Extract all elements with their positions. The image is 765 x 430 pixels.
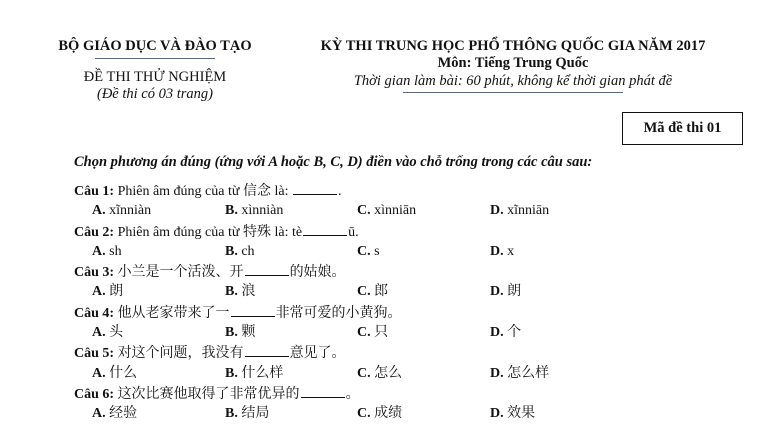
option-text: 怎么 xyxy=(370,365,403,381)
option-letter: B. xyxy=(225,325,238,341)
exam-title: KỲ THI TRUNG HỌC PHỔ THÔNG QUỐC GIA NĂM 2017 xyxy=(320,38,706,54)
option-d[interactable] xyxy=(490,404,535,424)
question-5 xyxy=(74,343,754,363)
ministry-header xyxy=(55,37,255,103)
question-text-after: 非常可爱的小黄狗。 xyxy=(275,305,402,321)
instruction: Chọn phương án đúng (ứng với A hoặc B, C, D) điền vào chỗ trống trong các câu sau: xyxy=(74,154,593,170)
option-text: 怎么样 xyxy=(503,365,550,381)
question-text-after: . xyxy=(337,184,342,199)
question-4-options xyxy=(74,323,754,343)
option-letter: B. xyxy=(225,406,238,422)
question-6-options xyxy=(74,404,754,424)
question-text-after: 意见了。 xyxy=(289,346,346,362)
option-text: ch xyxy=(237,243,255,259)
option-a[interactable] xyxy=(92,364,137,384)
option-d[interactable] xyxy=(490,242,514,262)
option-letter: D. xyxy=(490,203,504,219)
exam-subject: Môn: Tiếng Trung Quốc xyxy=(437,55,589,71)
option-text: 效果 xyxy=(503,406,536,422)
option-text: xìnniān xyxy=(370,203,417,219)
option-text: xìnniàn xyxy=(237,203,284,219)
option-letter: D. xyxy=(490,406,504,422)
question-3-options xyxy=(74,282,754,302)
option-letter: A. xyxy=(92,406,106,422)
option-letter: C. xyxy=(357,325,371,341)
question-label: Câu 4: xyxy=(74,305,115,321)
option-c[interactable] xyxy=(357,242,380,262)
answer-blank xyxy=(245,343,289,357)
option-d[interactable] xyxy=(490,323,521,343)
option-text: 朗 xyxy=(105,284,124,300)
exam-code: Mã đề thi 01 xyxy=(643,120,722,136)
option-letter: A. xyxy=(92,203,106,219)
option-text: 经验 xyxy=(105,406,138,422)
option-letter: C. xyxy=(357,365,371,381)
question-4 xyxy=(74,303,754,323)
option-letter: B. xyxy=(225,365,238,381)
option-letter: D. xyxy=(490,365,504,381)
option-b[interactable] xyxy=(225,323,255,343)
question-1-options xyxy=(74,201,754,221)
question-text-after: 。 xyxy=(345,386,360,402)
exam-kind: ĐỀ THI THỬ NGHIỆM xyxy=(83,69,227,85)
question-6 xyxy=(74,384,754,404)
pages-note: (Đề thi có 03 trang) xyxy=(97,86,213,102)
option-text: 朗 xyxy=(503,284,522,300)
option-letter: D. xyxy=(490,284,504,300)
ministry-name: BỘ GIÁO DỤC VÀ ĐÀO TẠO xyxy=(58,38,252,54)
ministry-underline xyxy=(95,58,215,59)
option-letter: C. xyxy=(357,284,371,300)
option-d[interactable] xyxy=(490,201,549,221)
option-c[interactable] xyxy=(357,282,388,302)
question-text-before: Phiên âm đúng của từ 特殊 là: tè xyxy=(114,224,303,240)
exam-code-box xyxy=(622,112,743,145)
option-a[interactable] xyxy=(92,404,137,424)
question-label: Câu 5: xyxy=(74,346,115,362)
duration-underline xyxy=(403,92,623,93)
question-3 xyxy=(74,262,754,282)
question-label: Câu 3: xyxy=(74,265,115,281)
option-text: xĩnniàn xyxy=(105,203,152,219)
option-d[interactable] xyxy=(490,282,521,302)
option-text: 头 xyxy=(105,325,124,341)
option-letter: A. xyxy=(92,284,106,300)
option-text: sh xyxy=(105,243,122,259)
question-text-before: Phiên âm đúng của từ 信念 là: xyxy=(114,184,292,199)
option-letter: C. xyxy=(357,243,371,259)
answer-blank xyxy=(303,222,347,236)
option-c[interactable] xyxy=(357,323,388,343)
option-text: xĩnniān xyxy=(503,203,550,219)
answer-blank xyxy=(293,181,337,195)
question-label: Câu 1: xyxy=(74,184,115,199)
option-text: 郎 xyxy=(370,284,389,300)
option-c[interactable] xyxy=(357,201,416,221)
question-label: Câu 2: xyxy=(74,224,115,240)
option-text: 什么样 xyxy=(237,365,284,381)
option-d[interactable] xyxy=(490,364,549,384)
option-a[interactable] xyxy=(92,201,151,221)
option-text: 成绩 xyxy=(370,406,403,422)
option-letter: B. xyxy=(225,203,238,219)
option-b[interactable] xyxy=(225,201,283,221)
question-text-before: 小兰是一个活泼、开 xyxy=(114,265,244,281)
question-label: Câu 6: xyxy=(74,386,115,402)
answer-blank xyxy=(301,384,345,398)
option-text: 个 xyxy=(503,325,522,341)
question-list xyxy=(74,181,754,425)
answer-blank xyxy=(245,262,289,276)
option-text: s xyxy=(370,243,380,259)
option-b[interactable] xyxy=(225,242,255,262)
option-letter: D. xyxy=(490,243,504,259)
option-text: 颗 xyxy=(237,325,256,341)
question-text-after: 的姑娘。 xyxy=(289,265,346,281)
option-letter: C. xyxy=(357,406,371,422)
option-text: x xyxy=(503,243,515,259)
question-2-options xyxy=(74,242,754,262)
option-a[interactable] xyxy=(92,282,123,302)
option-letter: C. xyxy=(357,203,371,219)
option-b[interactable] xyxy=(225,404,269,424)
option-letter: B. xyxy=(225,243,238,259)
answer-blank xyxy=(231,303,275,317)
option-c[interactable] xyxy=(357,364,402,384)
option-b[interactable] xyxy=(225,364,283,384)
option-a[interactable] xyxy=(92,323,123,343)
option-letter: D. xyxy=(490,325,504,341)
question-text-before: 他从老家带来了一 xyxy=(114,305,230,321)
question-5-options xyxy=(74,364,754,384)
option-c[interactable] xyxy=(357,404,402,424)
option-letter: B. xyxy=(225,284,238,300)
exam-duration: Thời gian làm bài: 60 phút, không kể thời gian phát đề xyxy=(353,73,673,89)
question-2 xyxy=(74,222,754,242)
option-letter: A. xyxy=(92,243,106,259)
option-text: 什么 xyxy=(105,365,138,381)
option-text: 浪 xyxy=(237,284,256,300)
question-text-after: ū. xyxy=(348,224,359,240)
option-letter: A. xyxy=(92,365,106,381)
option-text: 只 xyxy=(370,325,389,341)
exam-header xyxy=(292,37,734,93)
option-b[interactable] xyxy=(225,282,255,302)
option-a[interactable] xyxy=(92,242,122,262)
question-text-before: 这次比赛他取得了非常优异的 xyxy=(114,386,300,402)
question-text-before: 对这个问题，我没有 xyxy=(114,346,244,362)
option-text: 结局 xyxy=(237,406,270,422)
question-1 xyxy=(74,181,754,201)
option-letter: A. xyxy=(92,325,106,341)
